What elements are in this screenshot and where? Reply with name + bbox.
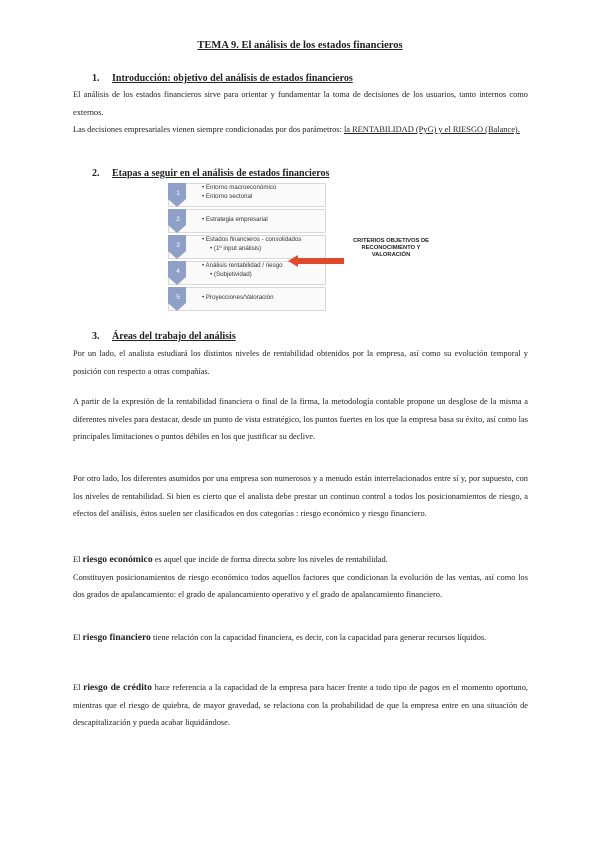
section-2-title: Etapas a seguir en el análisis de estados financieros <box>112 168 330 179</box>
section-1-p2-text: Las decisiones empresariales vienen siempre condicionadas por dos parámetros: <box>73 125 344 134</box>
stage-bullets <box>202 294 274 303</box>
p6-text: hace referencia a la capacidad de la empresa para hacer frente a todo tipo de pagos en el momento oportuno, mientras que el riesgo de quiebra, de mayor gravedad, se relaciona con la probabilidad de que la empresa entre en una situación de descapitalización y pueda acabar liquidándose. <box>73 683 528 727</box>
stage-1 <box>168 183 326 207</box>
stage-bullet: • Entorno sectorial <box>202 193 276 202</box>
stage-number: 2 <box>176 216 180 223</box>
section-3-paragraph-4 <box>73 551 528 604</box>
section-1-title: Introducción: objetivo del análisis de estados financieros <box>112 73 353 84</box>
stage-number: 5 <box>176 294 180 301</box>
left-arrow-icon <box>288 255 344 267</box>
stage-number: 4 <box>176 268 180 275</box>
criteria-label: CRITERIOS OBJETIVOS DE RECONOCIMIENTO Y VALORACIÓN <box>352 238 430 258</box>
section-3-paragraph-5 <box>73 629 528 647</box>
section-3-paragraph-6 <box>73 679 528 732</box>
stage-2 <box>168 209 326 233</box>
section-3-heading <box>92 331 236 342</box>
stage-bullets <box>202 236 302 253</box>
section-1-number: 1. <box>92 73 100 84</box>
p4-lead: El <box>73 555 83 564</box>
p5-text: tiene relación con la capacidad financiera, es decir, con la capacidad para generar recursos líquidos. <box>150 633 487 642</box>
stage-bullet: • Análisis rentabilidad / riesgo <box>202 262 283 271</box>
stage-5 <box>168 287 326 311</box>
stage-number: 1 <box>176 190 180 197</box>
term-riesgo-credito: riesgo de crédito <box>83 682 152 693</box>
section-3-paragraph-2: A partir de la expresión de la rentabilidad financiera o final de la firma, la metodología contable propone un desglose de la misma a diferentes niveles para destacar, desde un punto de vista estratégico, los puntos fuertes en los que la empresa basa su éxito, así como las principales limitaciones o puntos débiles en los que justificar su declive. <box>73 397 528 441</box>
p6-lead: El <box>73 683 84 692</box>
p4-text: es aquel que incide de forma directa sobre los niveles de rentabilidad. <box>152 555 388 564</box>
term-riesgo-financiero: riesgo financiero <box>82 632 151 643</box>
stage-bullet: • Estados financieros - consolidados <box>202 236 302 245</box>
stage-bullet: • Estrategia empresarial <box>202 216 268 225</box>
stage-bullets <box>202 262 283 279</box>
stage-bullets <box>202 184 276 201</box>
section-3-title: Áreas del trabajo del análisis <box>112 331 236 342</box>
stages-diagram <box>168 183 326 313</box>
section-3-paragraph-1: Por un lado, el analista estudiará los distintos niveles de rentabilidad obtenidos por la empresa, así como su evolución temporal y posición con respecto a otras compañías. <box>73 349 528 376</box>
section-3-paragraph-3: Por otro lado, los diferentes asumidos por una empresa son numerosos y a menudo están interrelacionados entre sí y, por supuesto, con los niveles de rentabilidad. Si bien es cierto que el analista debe prestar un continuo control a todos los posicionamientos de riesgo, a efectos del análisis, éstos suelen ser clasificados en dos categorías : riesgo económico y riesgo financiero. <box>73 474 528 518</box>
section-1-heading <box>92 73 353 84</box>
stage-bullet: • Proyecciones/Valoración <box>202 294 274 303</box>
section-2-number: 2. <box>92 168 100 179</box>
section-1-p2-underlined: la RENTABILIDAD (PyG) y el RIESGO (Balance). <box>343 125 520 134</box>
stage-number: 3 <box>176 242 180 249</box>
p4-continuation: Constituyen posicionamientos de riesgo económico todos aquellos factores que condicionan la evolución de las ventas, así como los dos grados de apalancamiento: el grado de apalancamiento operativo y el grado de apalancamiento financiero. <box>73 572 528 599</box>
section-1-paragraph-2 <box>73 121 528 139</box>
document-title: TEMA 9. El análisis de los estados financieros <box>197 40 403 51</box>
p5-lead: El <box>73 633 83 642</box>
stage-bullet: • Entorno macroeconómico <box>202 184 276 193</box>
section-3-number: 3. <box>92 331 100 342</box>
stage-bullet-cont: • (Subjetividad) <box>202 271 283 280</box>
term-riesgo-economico: riesgo económico <box>82 554 153 565</box>
stage-bullet-cont: • (1º input análisis) <box>202 245 302 254</box>
section-2-heading <box>92 168 329 179</box>
stage-bullets <box>202 216 268 225</box>
section-1-paragraph-1: El análisis de los estados financieros sirve para orientar y fundamentar la toma de decisiones de los usuarios, tanto internos como externos. <box>73 90 528 117</box>
